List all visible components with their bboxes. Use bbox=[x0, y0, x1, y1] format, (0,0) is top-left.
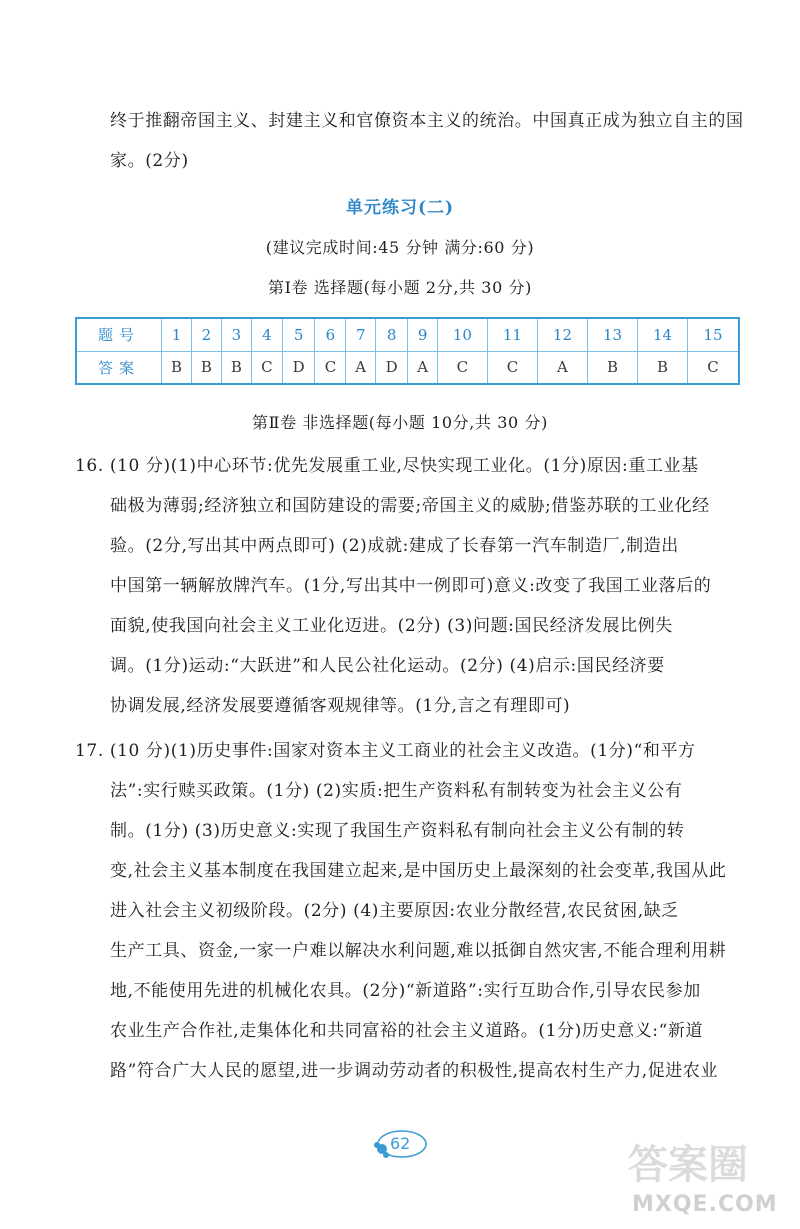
q17-line-7: 地,不能使用先进的机械化农具。(2分)“新道路”:实行互助合作,引导农民参加 bbox=[110, 981, 701, 1001]
answer-table bbox=[75, 317, 740, 385]
row-label-answers: 答案 bbox=[76, 351, 162, 384]
q16-line-4: 中国第一辆解放牌汽车。(1分,写出其中一例即可)意义:改变了我国工业落后的 bbox=[110, 576, 712, 596]
q16-line-3: 验。(2分,写出其中两点即可) (2)成就:建成了长春第一汽车制造厂,制造出 bbox=[110, 536, 679, 556]
answer-cell: A bbox=[408, 351, 437, 384]
question-number: 2 bbox=[191, 318, 221, 351]
q16-line-1: 16. (10 分)(1)中心环节:优先发展重工业,尽快实现工业化。(1分)原因:重工业基 bbox=[75, 456, 699, 476]
row-label-numbers: 题号 bbox=[76, 318, 162, 351]
answer-cell: B bbox=[162, 351, 192, 384]
question-number: 14 bbox=[638, 318, 688, 351]
question-number: 8 bbox=[375, 318, 407, 351]
q17-line-4: 变,社会主义基本制度在我国建立起来,是中国历史上最深刻的社会变革,我国从此 bbox=[110, 861, 727, 881]
intro-line-1: 终于推翻帝国主义、封建主义和官僚资本主义的统治。中国真正成为独立自主的国 bbox=[110, 111, 744, 131]
q17-line-5: 进入社会主义初级阶段。(2分) (4)主要原因:农业分散经营,农民贫困,缺乏 bbox=[110, 901, 679, 921]
answer-cell: C bbox=[688, 351, 739, 384]
q17-line-9: 路”符合广大人民的愿望,进一步调动劳动者的积极性,提高农村生产力,促进农业 bbox=[110, 1061, 719, 1081]
answer-cell: B bbox=[191, 351, 221, 384]
question-number: 6 bbox=[315, 318, 346, 351]
question-number: 12 bbox=[537, 318, 587, 351]
part1-heading: 第Ⅰ卷 选择题(每小题 2分,共 30 分) bbox=[268, 278, 532, 297]
question-number: 1 bbox=[162, 318, 192, 351]
question-number: 4 bbox=[251, 318, 282, 351]
question-number: 3 bbox=[221, 318, 251, 351]
q17-line-6: 生产工具、资金,一家一户难以解决水利问题,难以抵御自然灾害,不能合理利用耕 bbox=[110, 941, 727, 961]
section-title: 单元练习(二) bbox=[345, 198, 455, 218]
q16-line-7: 协调发展,经济发展要遵循客观规律等。(1分,言之有理即可) bbox=[110, 696, 571, 716]
page-number-text: 62 bbox=[390, 1134, 411, 1153]
q16-line-6: 调。(1分)运动:“大跃进”和人民公社化运动。(2分) (4)启示:国民经济要 bbox=[110, 656, 665, 676]
answer-cell: C bbox=[251, 351, 282, 384]
question-number: 10 bbox=[437, 318, 487, 351]
answer-cell: A bbox=[346, 351, 375, 384]
svg-text:答案圈: 答案圈 bbox=[628, 1142, 748, 1188]
table-row-numbers bbox=[76, 318, 739, 351]
question-number: 7 bbox=[346, 318, 375, 351]
table-row-answers bbox=[76, 351, 739, 384]
answer-cell: C bbox=[315, 351, 346, 384]
answer-cell: D bbox=[375, 351, 407, 384]
question-number: 11 bbox=[487, 318, 537, 351]
answer-cell: B bbox=[638, 351, 688, 384]
q16-line-5: 面貌,使我国向社会主义工业化迈进。(2分) (3)问题:国民经济发展比例失 bbox=[110, 616, 673, 636]
answer-cell: C bbox=[487, 351, 537, 384]
q17-line-8: 农业生产合作社,走集体化和共同富裕的社会主义道路。(1分)历史意义:“新道 bbox=[110, 1021, 704, 1041]
q16-line-2: 础极为薄弱;经济独立和国防建设的需要;帝国主义的威胁;借鉴苏联的工业化经 bbox=[110, 496, 710, 516]
part2-heading: 第Ⅱ卷 非选择题(每小题 10分,共 30 分) bbox=[252, 413, 548, 432]
question-number: 5 bbox=[282, 318, 314, 351]
question-number: 13 bbox=[587, 318, 637, 351]
answer-cell: D bbox=[282, 351, 314, 384]
q17-line-2: 法”:实行赎买政策。(1分) (2)实质:把生产资料私有制转变为社会主义公有 bbox=[110, 781, 683, 801]
q17-line-3: 制。(1分) (3)历史意义:实现了我国生产资料私有制向社会主义公有制的转 bbox=[110, 821, 685, 841]
question-number: 9 bbox=[408, 318, 437, 351]
q17-line-1: 17. (10 分)(1)历史事件:国家对资本主义工商业的社会主义改造。(1分)“和平方 bbox=[75, 741, 696, 761]
answer-cell: B bbox=[587, 351, 637, 384]
answer-cell: B bbox=[221, 351, 251, 384]
answer-cell: A bbox=[537, 351, 587, 384]
watermark bbox=[620, 1130, 790, 1225]
answer-cell: C bbox=[437, 351, 487, 384]
page-number bbox=[372, 1129, 428, 1159]
time-note: (建议完成时间:45 分钟 满分:60 分) bbox=[265, 238, 535, 257]
watermark-url: MXQE.COM bbox=[632, 1192, 778, 1217]
intro-line-2: 家。(2分) bbox=[110, 151, 189, 171]
question-number: 15 bbox=[688, 318, 739, 351]
